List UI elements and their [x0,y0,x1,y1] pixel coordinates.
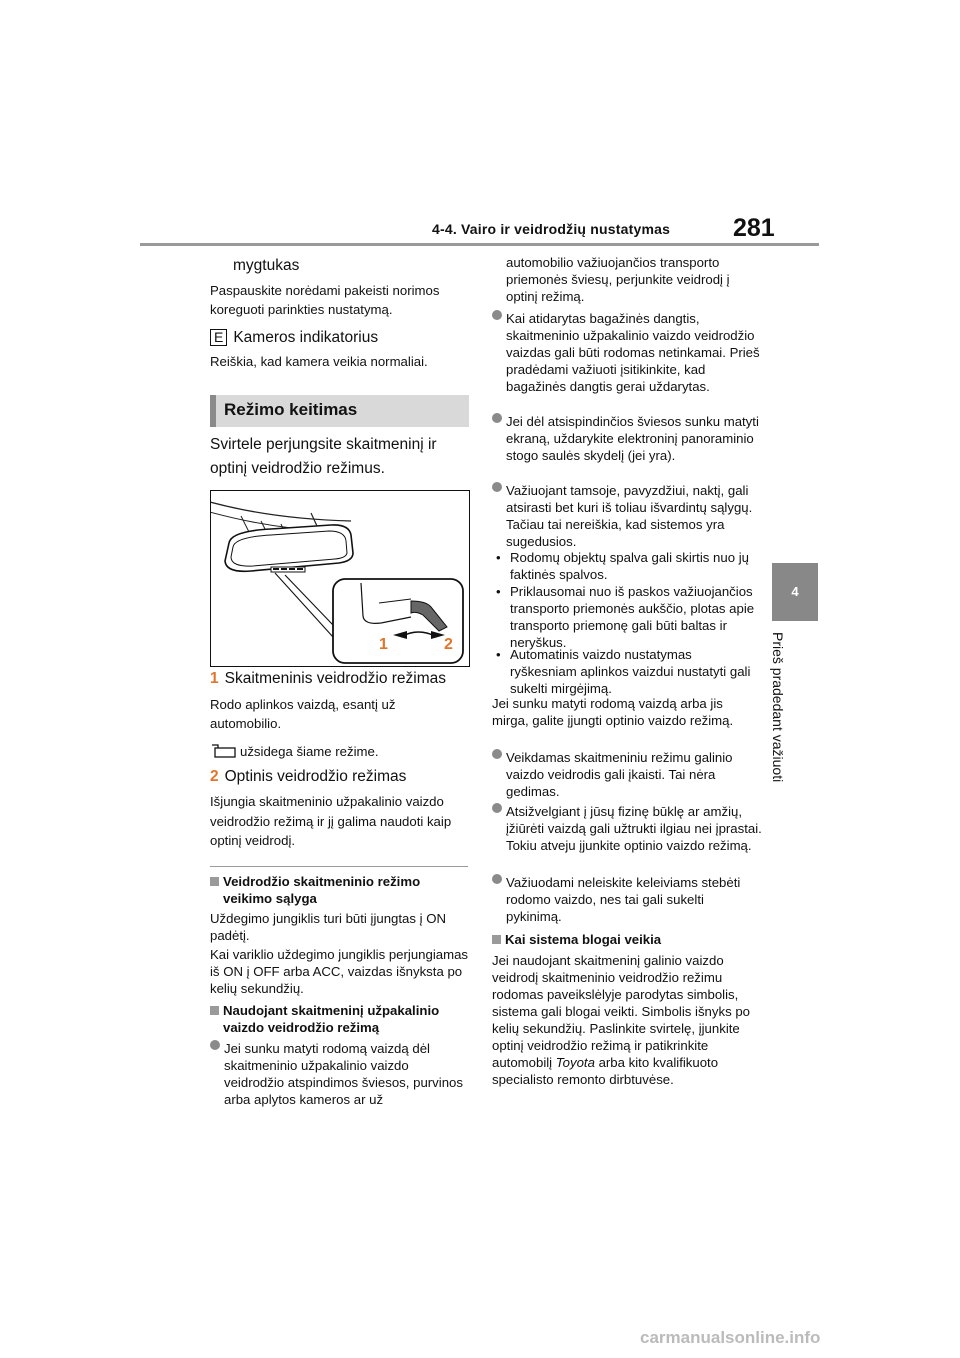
usage-bullet-3-text: Jei dėl atsispindinčios šviesos sunku matyti ekraną, uždarykite elektroninį panoraminio stogo saulės skydelį (jei yra). [506,414,759,463]
figure-label-1: 1 [379,636,388,653]
header-divider [140,243,819,246]
item-1-title: Skaitmeninis veidrodžio režimas [224,670,447,687]
item-2-number: 2 [210,768,219,785]
round-bullet-icon [492,874,502,884]
usage-bullet-7 [492,874,762,925]
camera-symbol-icon [210,744,236,758]
watermark: carmanualsonline.info [640,1328,821,1347]
dash-item-1: • Rodomų objektų spalva gali skirtis nuo jų faktinės spalvos. [496,550,749,582]
label-e: E [210,329,227,346]
round-bullet-icon [492,749,502,759]
dash-item-3: • Automatinis vaizdo nustatymas ryškesniam aplinkos vaizdui nustatyti gali sukelti mirgėjimą. [496,647,751,696]
flicker-text: Jei sunku matyti rodomą vaizdą arba jis mirga, galite įjungti optinio vaizdo režimą. [492,696,734,728]
mirror-illustration [210,490,470,667]
usage-heading-text: Naudojant skaitmeninį užpakalinio vaizdo veidrodžio režimą [223,1003,440,1035]
section-title: 4-4. Vairo ir veidrodžių nustatymas [432,221,671,237]
condition-text-2: Kai variklio uždegimo jungiklis perjungiamas iš ON į OFF arba ACC, vaizdas išnyksta po kelių sekundžių. [210,947,469,996]
usage-bullet-7-text: Važiuodami neleiskite keleiviams stebėti rodomo vaizdo, nes tai gali sukelti pykinimą. [506,875,741,924]
intro-button-word: mygtukas [233,257,300,274]
mirror-drawing [211,491,469,666]
usage-bullet-6-text: Atsižvelgiant į jūsų fizinę būklę ar amžių, įžiūrėti vaizdą gali užtrukti ilgiau nei įprastai. Tokiu atveju įjunkite optinio vaizdo režimą. [506,804,762,853]
usage-bullet-5-text: Veikdamas skaitmeniniu režimu galinio vaizdo veidrodis gali įkaisti. Tai nėra gedimas. [506,750,733,799]
fault-text-b: arba kito kvalifikuoto specialisto remonto dirbtuvėse. [492,1055,719,1087]
item-1-icon-text: užsidega šiame režime. [240,744,379,759]
camera-indicator-heading [210,327,468,348]
figure-label-2: 2 [444,636,453,653]
camera-indicator-title: Kameros indikatorius [233,329,379,346]
usage-bullet-2 [492,310,762,395]
usage-bullet-3 [492,413,762,464]
square-bullet-icon [210,877,219,886]
item-1-heading [210,668,468,689]
item-1-icon-row [210,743,468,760]
usage-bullet-5 [492,749,762,800]
chapter-label-text: Prieš pradedant važiuoti [770,632,786,783]
camera-indicator-text: Reiškia, kad kamera veikia normaliai. [210,354,428,369]
fault-heading [492,931,762,948]
section-accent [210,395,216,427]
usage-bullet-2-text: Kai atidarytas bagažinės dangtis, skaitmeninio užpakalinio vaizdo veidrodžio vaizdas gali būti rodomas netinkamai. Prieš pradėdami važiuoti įsitikinkite, kad bagažinės dangtis gerai uždarytas. [506,311,760,394]
condition-heading-text: Veidrodžio skaitmeninio režimo veikimo sąlyga [223,874,421,906]
notes-divider [210,866,468,867]
chapter-tab: 4 [772,563,818,621]
fault-heading-text: Kai sistema blogai veikia [505,932,662,947]
item-1-number: 1 [210,670,219,687]
fault-text-a: Jei naudojant skaitmeninį galinio vaizdo veidrodį skaitmeninio veidrodžio režimu rodomas paveikslėlyje parodytas simbolis, sistema gali blogai veikti. Simbolis išnyks po kelių sekundžių. Paslinkite svirtelę, įjunkite optinį veidrodžio režimą ir patikrinkite automobilį [492,953,750,1070]
usage-bullet-1-continued: automobilio važiuojančios transporto priemonės šviesų, perjunkite veidrodį į optinį režimą. [506,255,730,304]
condition-heading [210,873,465,907]
dash-item-2: • Priklausomai nuo iš paskos važiuojančios transporto priemonės aukščio, plotas apie transporto priemonę gali būti baltas ir neryškus. [496,584,755,650]
condition-text-1: Uždegimo jungiklis turi būti įjungtas į ON padėtį. [210,911,447,943]
page-number: 281 [733,214,775,242]
dash-item-2-text: Priklausomai nuo iš paskos važiuojančios transporto priemonės aukščio, plotas apie transporto priemonę gali būti baltas ir neryškus. [510,584,755,650]
round-bullet-icon [210,1040,220,1050]
section-heading: Režimo keitimas [224,400,358,419]
usage-bullet-4-text: Važiuojant tamsoje, pavyzdžiui, naktį, gali atsirasti bet kuri iš toliau išvardintų sąlygų. Tačiau tai nereiškia, kad sistemos yra sugedusios. [506,483,753,549]
dash-item-3-text: Automatinis vaizdo nustatymas ryškesniam aplinkos vaizdui nustatyti gali sukelti mirgėjimą. [510,647,751,696]
item-2-title: Optinis veidrodžio režimas [224,768,407,785]
item-2-text: Išjungia skaitmeninio užpakalinio vaizdo veidrodžio režimą ir jį galima naudoti kaip optinį veidrodį. [210,794,452,848]
usage-bullet-1-text: Jei sunku matyti rodomą vaizdą dėl skaitmeninio užpakalinio vaizdo veidrodžio atspindimos šviesos, purvinos arba aplytos kameros ar už [224,1041,463,1107]
fault-brand: Toyota [555,1055,595,1070]
round-bullet-icon [492,803,502,813]
usage-bullet-1 [210,1040,468,1108]
lever-text: Svirtele perjungsite skaitmeninį ir optinį veidrodžio režimus. [210,436,437,477]
round-bullet-icon [492,482,502,492]
usage-bullet-4 [492,482,762,550]
usage-heading [210,1002,468,1036]
item-1-text: Rodo aplinkos vaizdą, esantį už automobilio. [210,697,396,731]
round-bullet-icon [492,310,502,320]
usage-bullet-6 [492,803,762,854]
intro-text: Paspauskite norėdami pakeisti norimos koreguoti parinkties nustatymą. [210,283,440,317]
chapter-label [770,632,808,802]
dash-item-1-text: Rodomų objektų spalva gali skirtis nuo jų faktinės spalvos. [510,550,749,582]
round-bullet-icon [492,413,502,423]
fault-text [492,952,752,1088]
square-bullet-icon [492,935,501,944]
section-heading-bar [210,395,469,427]
item-2-heading [210,766,468,787]
square-bullet-icon [210,1006,219,1015]
